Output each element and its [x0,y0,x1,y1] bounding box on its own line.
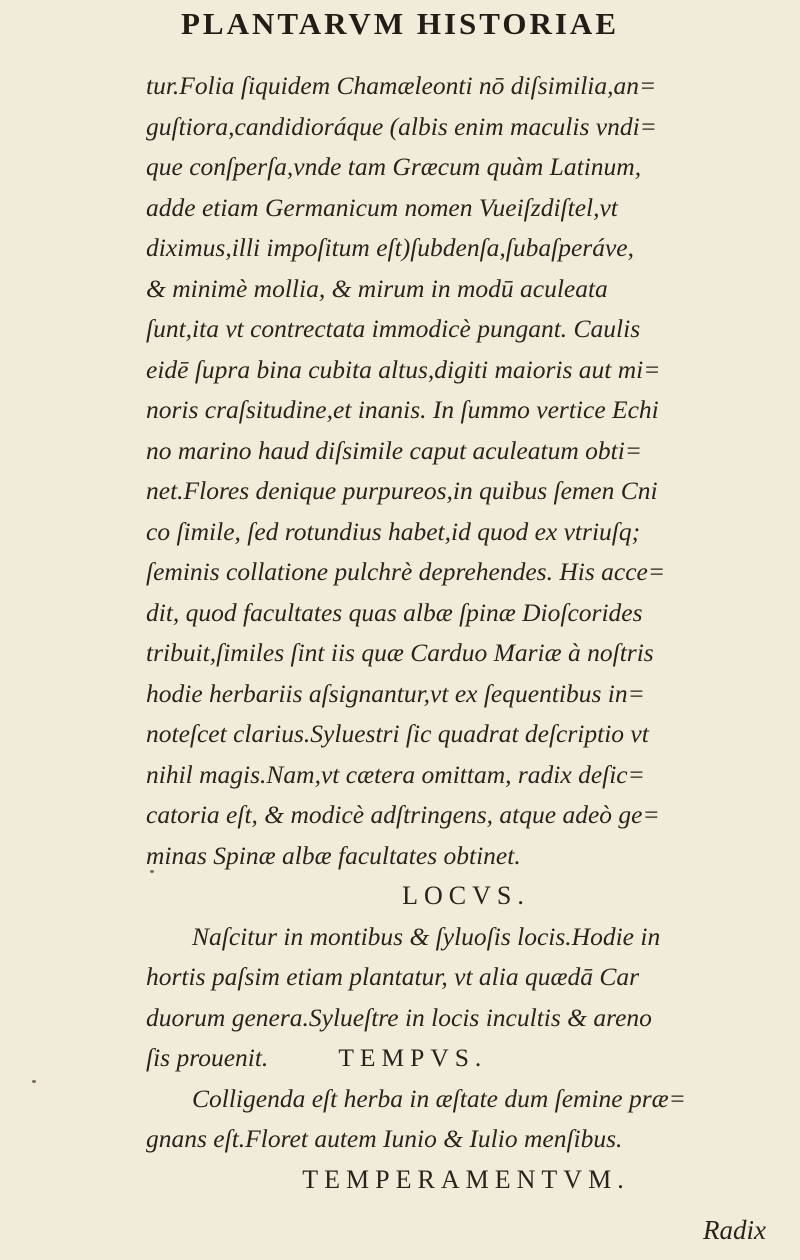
body-line: tribuit,ſimiles ſint iis quæ Carduo Mariæ à noſtris [146,638,654,667]
catchword: Radix [703,1215,766,1245]
body-line: adde etiam Germanicum nomen Vueiſzdiſtel,vt [146,192,618,222]
body-line: que conſperſa,vnde tam Græcum quàm Latinum, [146,152,642,181]
body-line: co ſimile, ſed rotundius habet,id quod ex vtriuſq; [146,516,641,546]
body-line: ſeminis collatione pulchrè deprehendes. His acce= [146,557,666,586]
body-line: dit, quod facultates quas albæ ſpinæ Dioſcorides [146,597,643,627]
locus-line: hortis paſsim etiam plantatur, vt alia quædā Car [146,962,640,991]
body-line: & minimè mollia, & mirum in modū aculeata [146,273,608,303]
section-heading-temperamentum: TEMPERAMENTVM. [302,1164,630,1194]
tempus-line: Colligenda eſt herba in æſtate dum ſemine præ= [192,1083,686,1113]
locus-line-end: ſis prouenit. [146,1043,269,1072]
paper-speck [150,870,154,873]
body-line: net.Flores denique purpureos,in quibus ſemen Cni [146,476,658,505]
body-line: diximus,illi impoſitum eſt)ſubdenſa,ſubaſperáve, [146,233,634,262]
locus-line: Naſcitur in montibus & ſyluoſis locis.Hodie in [192,921,661,951]
body-line: no marino haud diſsimile caput aculeatum obti= [146,435,643,465]
locus-line: duorum genera.Sylueſtre in locis incultis & areno [146,1002,652,1032]
body-line: noris craſsitudine,et inanis. In ſummo vertice Echi [146,395,659,424]
text-block [146,66,786,1260]
section-heading-locus: LOCVS. [402,881,530,910]
body-line: nihil magis.Nam,vt cætera omittam, radix deſic= [146,759,645,789]
paper-speck [32,1080,36,1083]
body-line: catoria eſt, & modicè adſtringens, atque adeò ge= [146,800,660,829]
body-line: guſtiora,candidioráque (albis enim maculis vndi= [146,111,657,141]
running-head: PLANTARVM HISTORIAE [180,6,619,41]
tempus-line: gnans eſt.Floret autem Iunio & Iulio menſibus. [146,1124,623,1153]
body-line: tur.Folia ſiquidem Chamæleonti nō diſsimilia,an= [146,71,657,100]
locus-last-line [146,1038,786,1079]
body-line: noteſcet clarius.Syluestri ſic quadrat deſcriptio vt [146,719,649,748]
body-line: hodie herbariis aſsignantur,vt ex ſequentibus in= [146,678,645,708]
body-line: minas Spinæ albæ facultates obtinet. [146,840,521,870]
body-line: ſunt,ita vt contrectata immodicè pungant. Caulis [146,314,641,343]
section-heading-tempus: TEMPVS. [338,1043,488,1072]
body-line: eidē ſupra bina cubita altus,digiti maioris aut mi= [146,354,661,384]
